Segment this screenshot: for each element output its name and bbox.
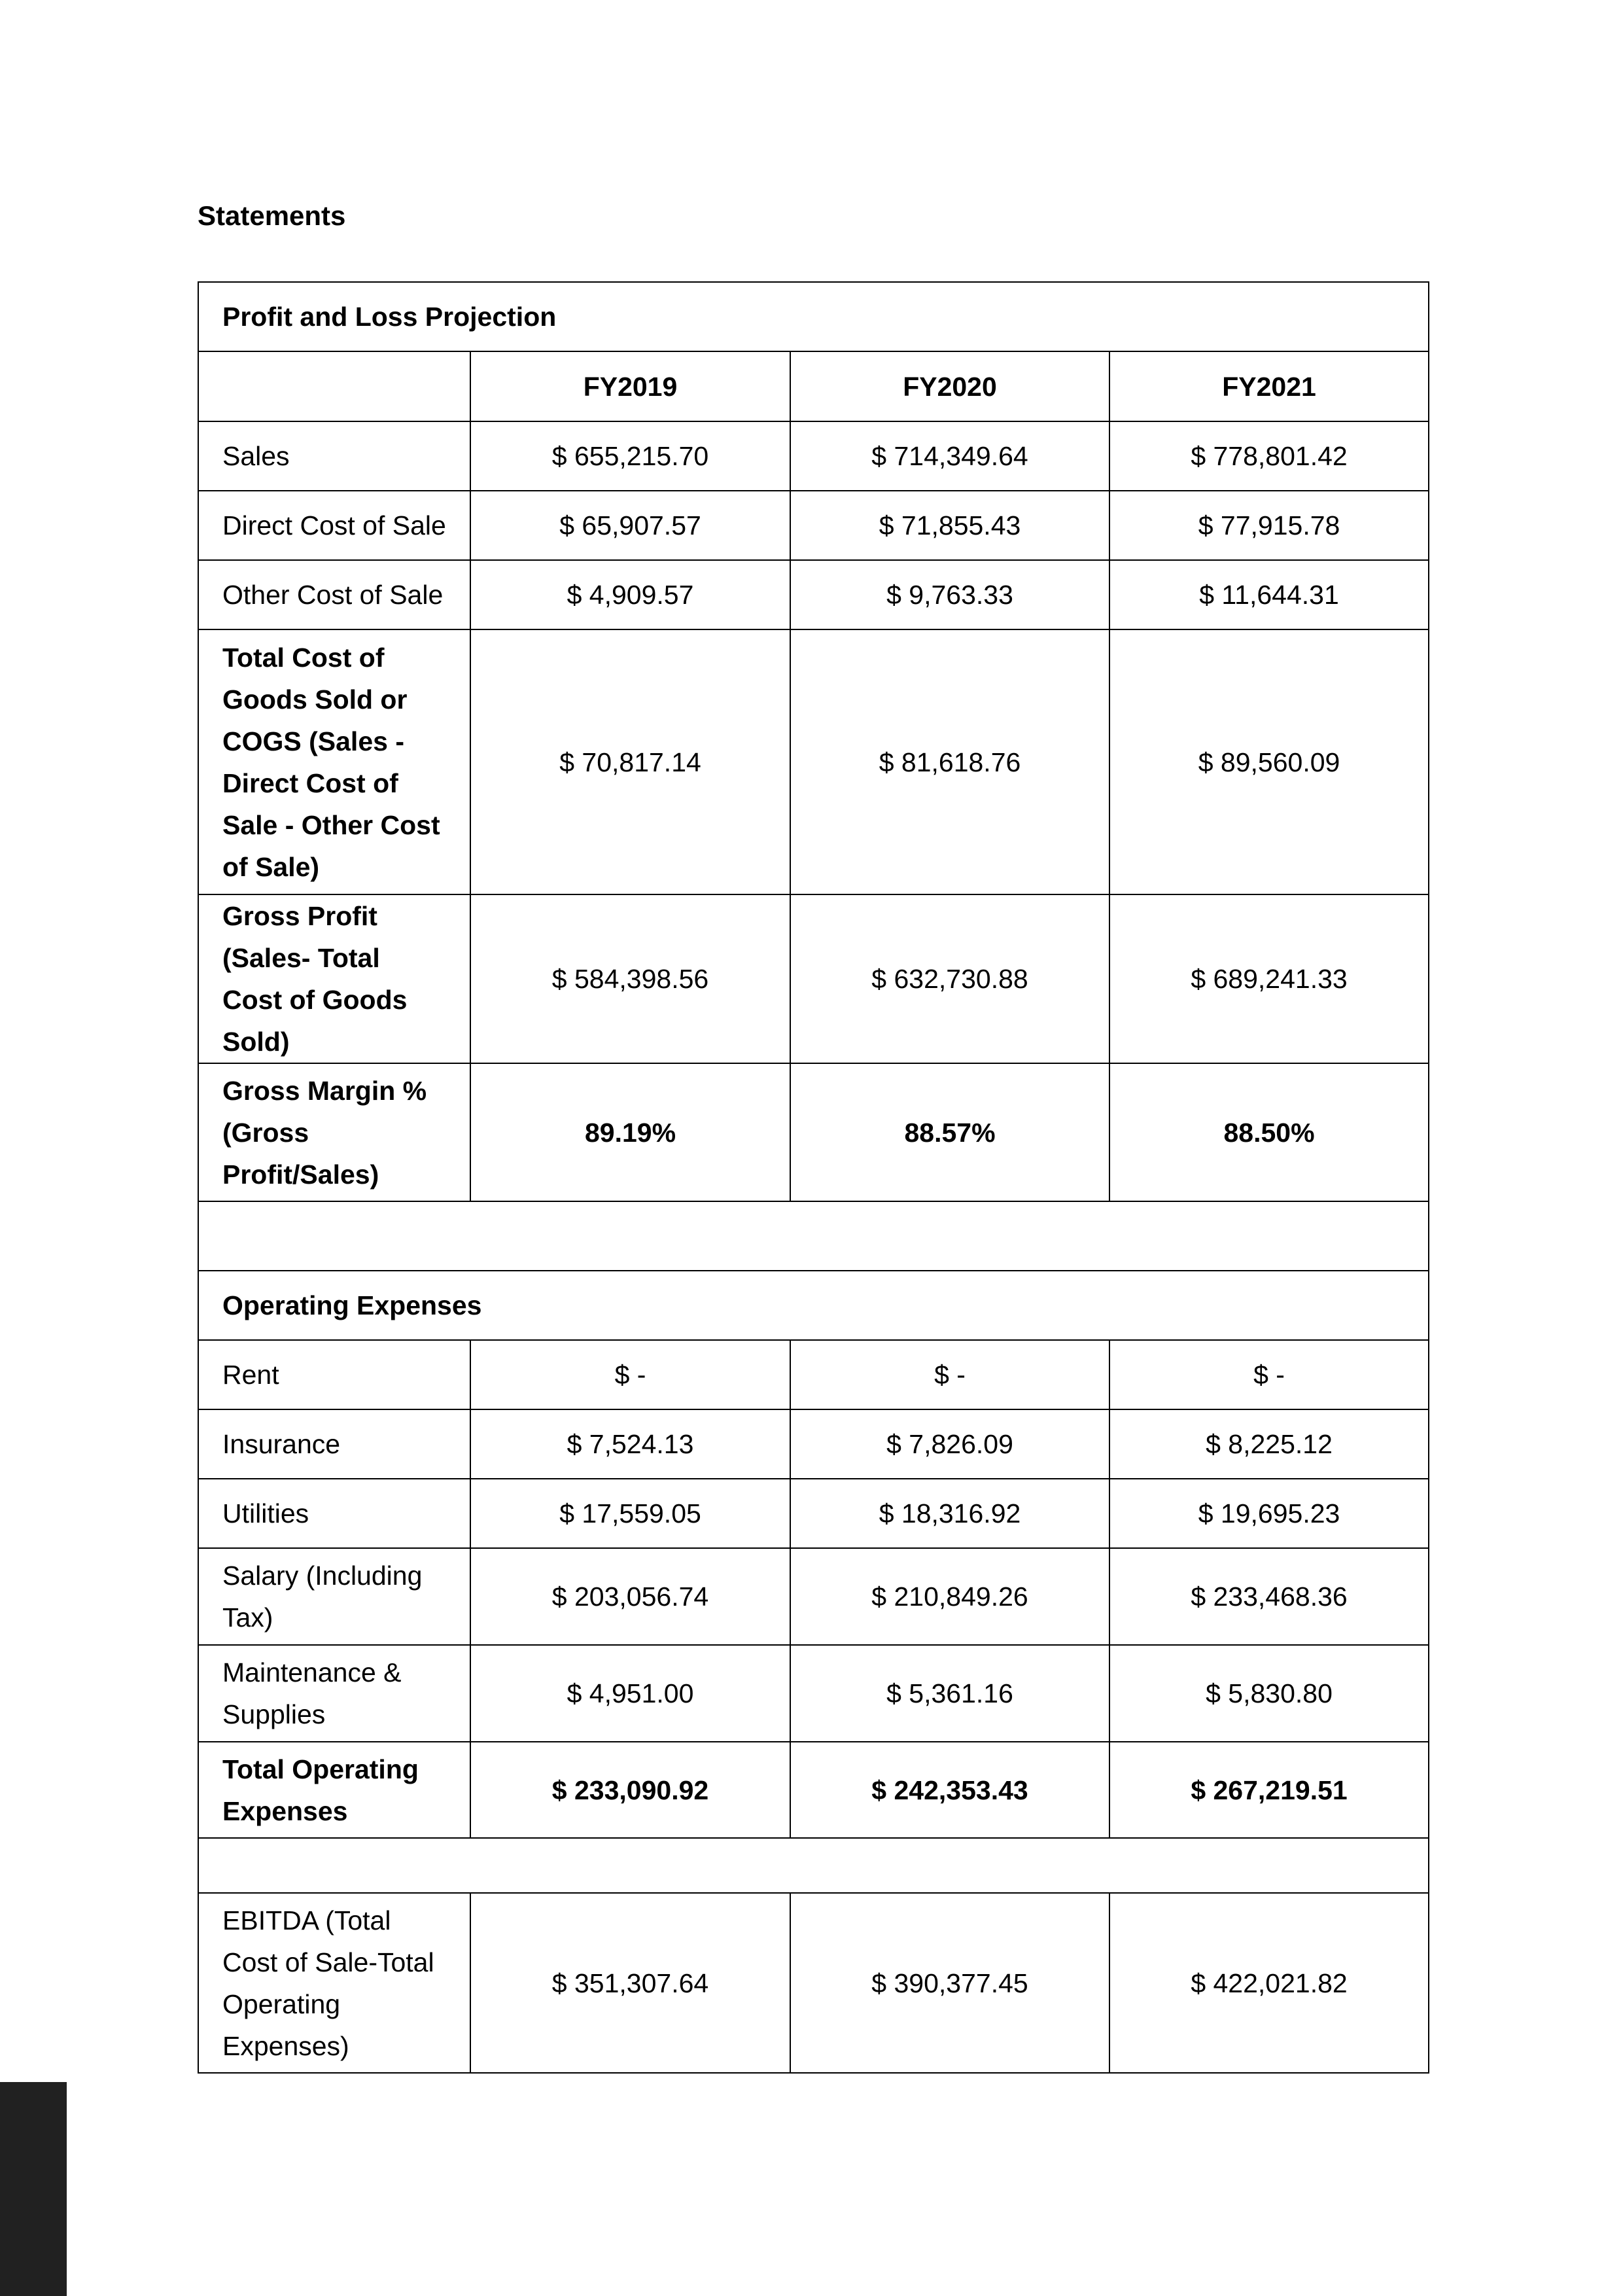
cell-value: $ -: [1109, 1340, 1429, 1409]
cell-value: $ 584,398.56: [470, 894, 790, 1063]
spacer-row: [198, 1838, 1429, 1893]
table-row-rent: [198, 1340, 1429, 1409]
row-label: EBITDA (Total Cost of Sale-Total Operating Expenses): [198, 1893, 470, 2073]
table-header-row: [198, 351, 1429, 421]
cell-value: $ -: [790, 1340, 1109, 1409]
table-row-total-opex: [198, 1742, 1429, 1838]
table-row-insurance: [198, 1409, 1429, 1479]
cell-value: 89.19%: [470, 1063, 790, 1201]
table-row-maintenance: [198, 1645, 1429, 1742]
page-heading: Statements: [198, 200, 346, 231]
table-title-row: [198, 282, 1429, 351]
table-row-other-cost: [198, 560, 1429, 629]
table-title: Profit and Loss Projection: [198, 282, 1429, 351]
row-label: Rent: [198, 1340, 470, 1409]
cell-value: $ 714,349.64: [790, 421, 1109, 491]
cell-value: $ 242,353.43: [790, 1742, 1109, 1838]
column-header-fy2021: FY2021: [1109, 351, 1429, 421]
section-title: Operating Expenses: [198, 1271, 1429, 1340]
cell-value: 88.50%: [1109, 1063, 1429, 1201]
cell-value: $ 77,915.78: [1109, 491, 1429, 560]
table-row-direct-cost: [198, 491, 1429, 560]
cell-value: $ 422,021.82: [1109, 1893, 1429, 2073]
cell-value: $ 233,468.36: [1109, 1548, 1429, 1645]
cell-value: $ 351,307.64: [470, 1893, 790, 2073]
row-label: Utilities: [198, 1479, 470, 1548]
cell-value: 88.57%: [790, 1063, 1109, 1201]
row-label: Total Operating Expenses: [198, 1742, 470, 1838]
cell-value: $ 89,560.09: [1109, 629, 1429, 894]
row-label: Gross Profit (Sales- Total Cost of Goods Sold): [198, 894, 470, 1063]
row-label: Direct Cost of Sale: [198, 491, 470, 560]
cell-value: $ 81,618.76: [790, 629, 1109, 894]
cell-value: $ 7,826.09: [790, 1409, 1109, 1479]
row-label: Insurance: [198, 1409, 470, 1479]
cell-value: $ 19,695.23: [1109, 1479, 1429, 1548]
spacer-cell: [198, 1838, 1429, 1893]
header-empty-cell: [198, 351, 470, 421]
opex-title-row: [198, 1271, 1429, 1340]
row-label: Maintenance & Supplies: [198, 1645, 470, 1742]
cell-value: $ 70,817.14: [470, 629, 790, 894]
table-row-utilities: [198, 1479, 1429, 1548]
cell-value: $ 5,361.16: [790, 1645, 1109, 1742]
cell-value: $ 4,909.57: [470, 560, 790, 629]
cell-value: $ 210,849.26: [790, 1548, 1109, 1645]
cell-value: $ 17,559.05: [470, 1479, 790, 1548]
cell-value: $ 18,316.92: [790, 1479, 1109, 1548]
row-label: Sales: [198, 421, 470, 491]
cell-value: $ 778,801.42: [1109, 421, 1429, 491]
cell-value: $ 267,219.51: [1109, 1742, 1429, 1838]
column-header-fy2019: FY2019: [470, 351, 790, 421]
cell-value: $ 390,377.45: [790, 1893, 1109, 2073]
spacer-cell: [198, 1201, 1429, 1271]
table-row-gross-margin: [198, 1063, 1429, 1201]
spacer-row: [198, 1201, 1429, 1271]
cell-value: $ 65,907.57: [470, 491, 790, 560]
column-header-fy2020: FY2020: [790, 351, 1109, 421]
cell-value: $ 203,056.74: [470, 1548, 790, 1645]
table-row-ebitda: [198, 1893, 1429, 2073]
cell-value: $ 11,644.31: [1109, 560, 1429, 629]
cell-value: $ 689,241.33: [1109, 894, 1429, 1063]
row-label: Total Cost of Goods Sold or COGS (Sales - Direct Cost of Sale - Other Cost of Sale): [198, 629, 470, 894]
profit-loss-table: [198, 281, 1429, 2074]
cell-value: $ 4,951.00: [470, 1645, 790, 1742]
cell-value: $ 8,225.12: [1109, 1409, 1429, 1479]
cell-value: $ 7,524.13: [470, 1409, 790, 1479]
cell-value: $ 233,090.92: [470, 1742, 790, 1838]
table-row-gross-profit: [198, 894, 1429, 1063]
table-row-salary: [198, 1548, 1429, 1645]
row-label: Gross Margin % (Gross Profit/Sales): [198, 1063, 470, 1201]
page-edge-bar: [0, 2082, 67, 2296]
cell-value: $ 5,830.80: [1109, 1645, 1429, 1742]
cell-value: $ 632,730.88: [790, 894, 1109, 1063]
cell-value: $ 9,763.33: [790, 560, 1109, 629]
cell-value: $ -: [470, 1340, 790, 1409]
table-row-total-cogs: [198, 629, 1429, 894]
row-label: Salary (Including Tax): [198, 1548, 470, 1645]
row-label: Other Cost of Sale: [198, 560, 470, 629]
cell-value: $ 71,855.43: [790, 491, 1109, 560]
cell-value: $ 655,215.70: [470, 421, 790, 491]
table-row-sales: [198, 421, 1429, 491]
